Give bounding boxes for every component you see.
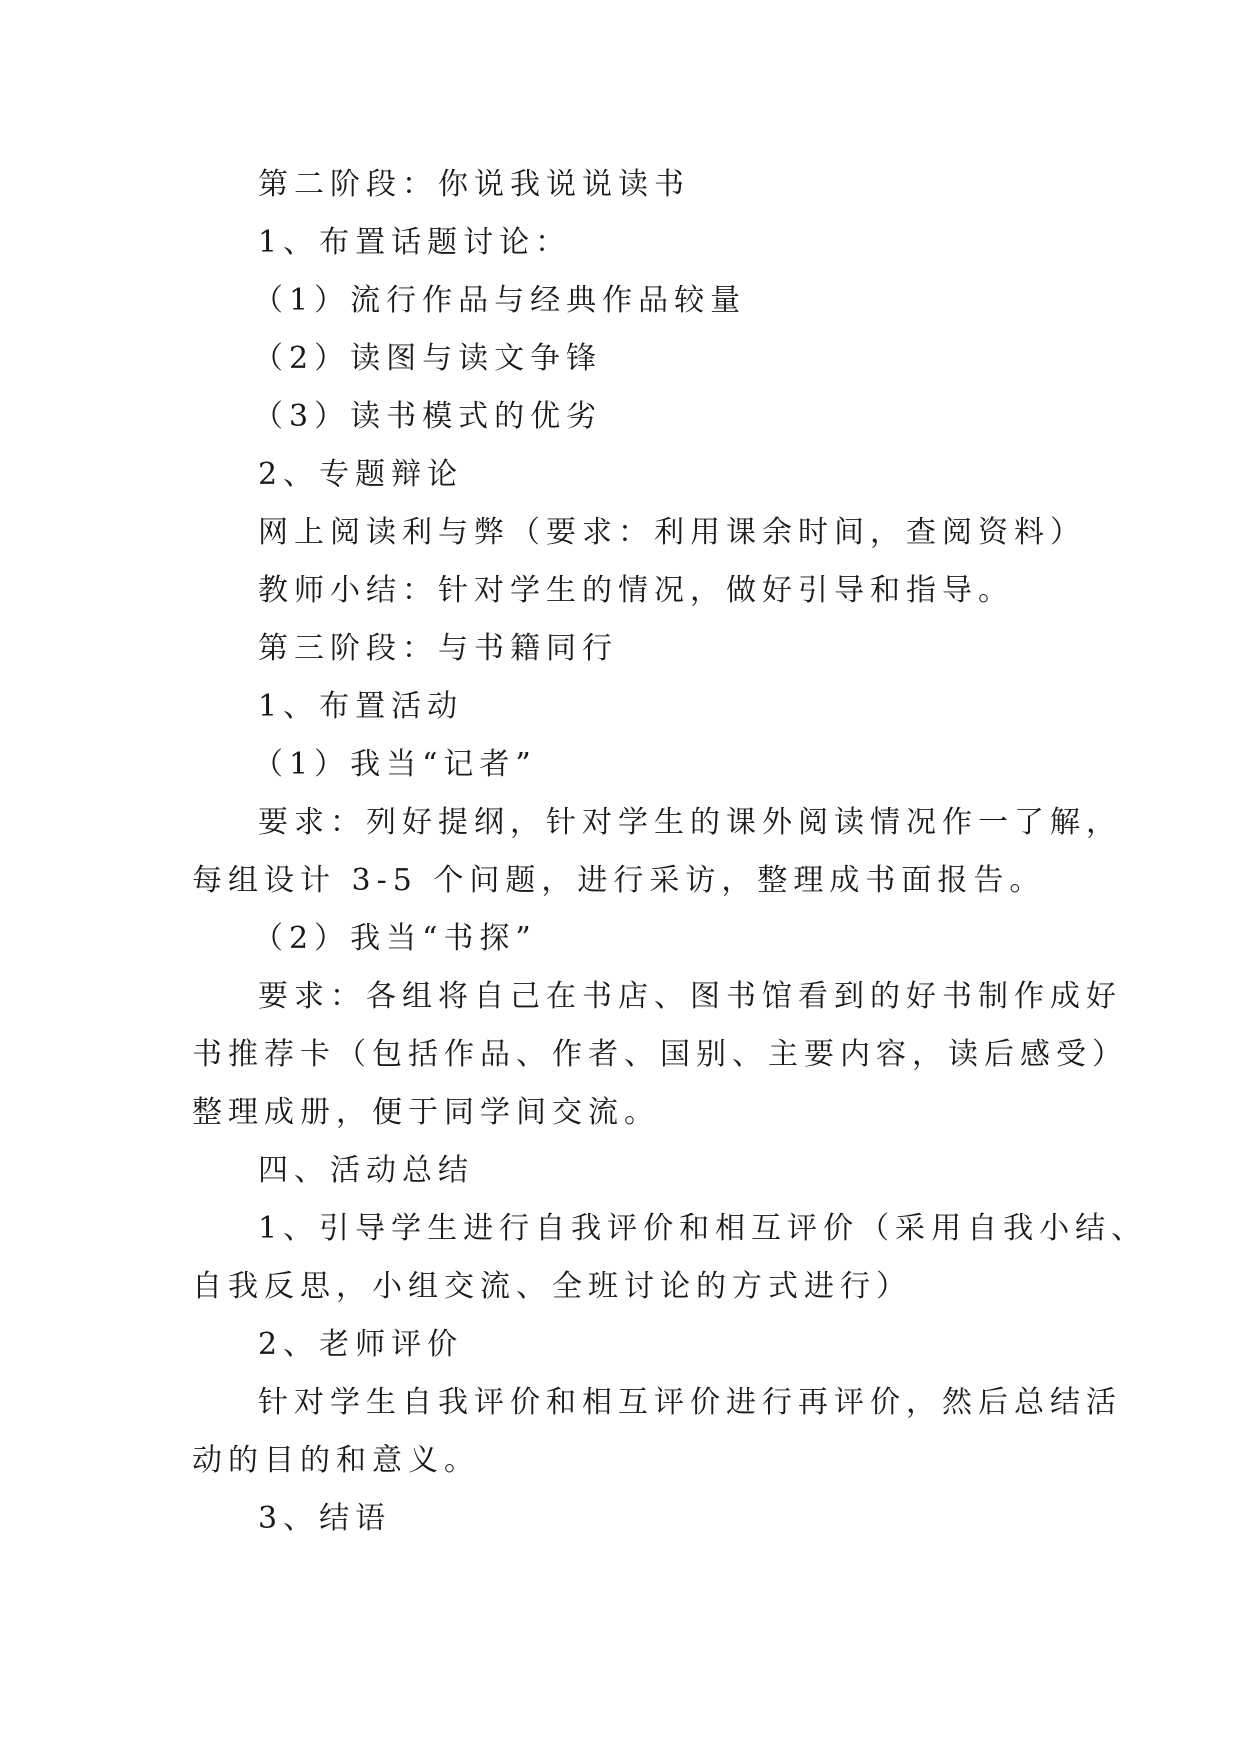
subitem-reading-modes: （3）读书模式的优劣: [253, 399, 603, 434]
subitem-book-scout: （2）我当“书探”: [253, 921, 537, 956]
section-four-heading: 四、活动总结: [258, 1153, 474, 1188]
scout-requirement-cont: 书推荐卡（包括作品、作者、国别、主要内容，读后感受）: [192, 1037, 1128, 1072]
reporter-requirement-cont: 每组设计 3-5 个问题，进行采访，整理成书面报告。: [192, 863, 1046, 898]
teacher-summary: 教师小结：针对学生的情况，做好引导和指导。: [258, 573, 1014, 608]
scout-requirement-end: 整理成册，便于同学间交流。: [192, 1095, 660, 1130]
stage-three-heading: 第三阶段：与书籍同行: [258, 631, 618, 666]
item-activities: 1、布置活动: [258, 689, 464, 724]
item-topic-discussion: 1、布置话题讨论：: [258, 225, 572, 260]
subitem-popular-vs-classic: （1）流行作品与经典作品较量: [253, 283, 747, 318]
debate-topic: 网上阅读利与弊（要求：利用课余时间，查阅资料）: [258, 515, 1086, 550]
stage-two-heading: 第二阶段：你说我说说读书: [258, 167, 690, 202]
teacher-evaluation-text: 针对学生自我评价和相互评价进行再评价，然后总结活: [258, 1385, 1122, 1420]
teacher-evaluation-cont: 动的目的和意义。: [192, 1443, 480, 1478]
item-teacher-evaluation: 2、老师评价: [258, 1327, 464, 1362]
scout-requirement: 要求：各组将自己在书店、图书馆看到的好书制作成好: [258, 979, 1122, 1014]
subitem-reporter: （1）我当“记者”: [253, 747, 537, 782]
item-debate: 2、专题辩论: [258, 457, 464, 492]
subitem-image-vs-text: （2）读图与读文争锋: [253, 341, 603, 376]
item-self-evaluation: 1、引导学生进行自我评价和相互评价（采用自我小结、: [258, 1211, 1148, 1246]
self-evaluation-cont: 自我反思，小组交流、全班讨论的方式进行）: [192, 1269, 912, 1304]
reporter-requirement: 要求：列好提纲，针对学生的课外阅读情况作一了解，: [258, 805, 1122, 840]
item-conclusion: 3、结语: [258, 1501, 392, 1536]
